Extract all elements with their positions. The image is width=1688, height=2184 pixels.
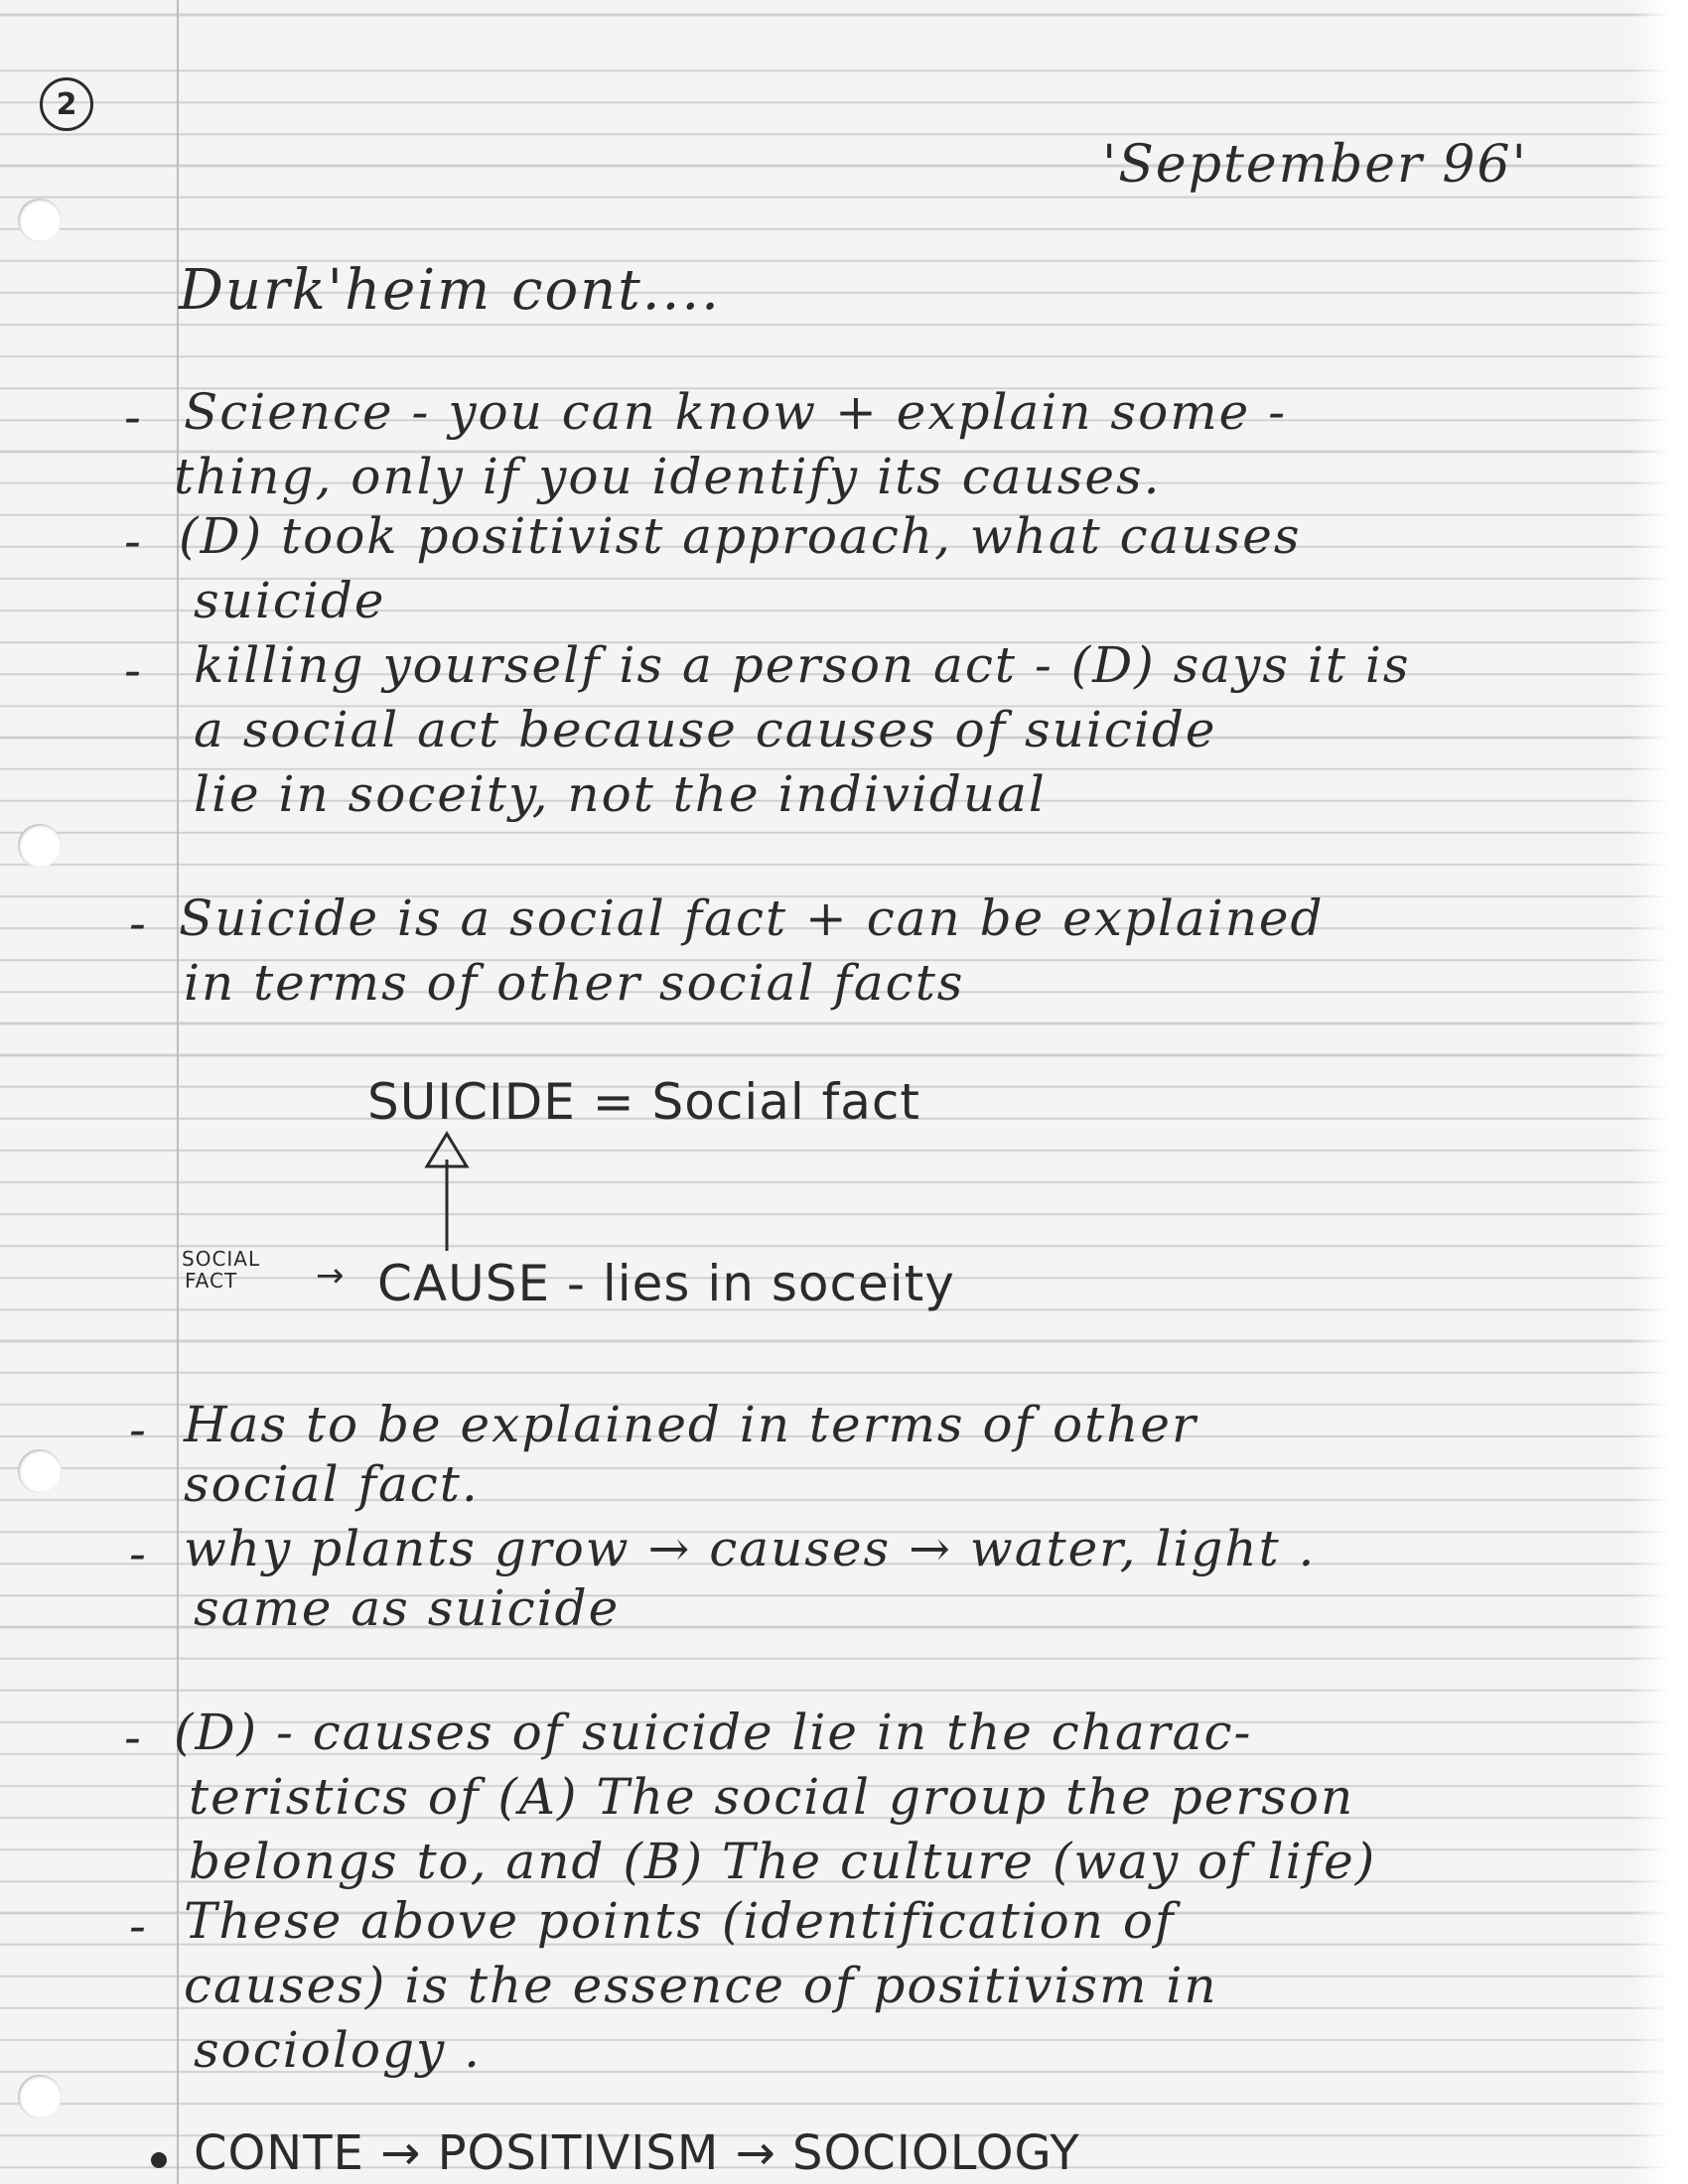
note-line: teristics of (A) The social group the person	[189, 1768, 1355, 1826]
note-line: belongs to, and (B) The culture (way of life)	[189, 1833, 1377, 1890]
diagram-cause: CAUSE - lies in soceity	[377, 1255, 955, 1312]
bullet-icon	[151, 2152, 167, 2168]
note-line: (D) took positivist approach, what causes	[179, 507, 1302, 565]
diagram-top: SUICIDE = Social fact	[367, 1073, 920, 1131]
note-line: killing yourself is a person act - (D) says it is	[194, 636, 1411, 694]
note-line: a social act because causes of suicide	[194, 701, 1217, 758]
dash: -	[124, 512, 143, 570]
note-line: These above points (identification of	[184, 1892, 1176, 1950]
dash: -	[129, 1897, 148, 1955]
note-line: lie in soceity, not the individual	[194, 765, 1047, 823]
dash: -	[129, 1401, 148, 1458]
note-line: Suicide is a social fact + can be explained	[179, 889, 1325, 947]
note-line: suicide	[194, 572, 386, 629]
note-line: causes) is the essence of positivism in	[184, 1957, 1218, 2014]
diagram-arrow: →	[316, 1256, 346, 1296]
dash: -	[129, 894, 148, 952]
diagram-label: FACT	[185, 1269, 238, 1293]
note-line: social fact.	[184, 1455, 480, 1513]
note-line: (D) - causes of suicide lie in the charac-	[174, 1704, 1253, 1761]
note-line: same as suicide	[194, 1579, 621, 1637]
dash: -	[124, 388, 143, 446]
note-line: in terms of other social facts	[184, 954, 965, 1012]
dash: -	[124, 1708, 143, 1766]
dash: -	[124, 641, 143, 699]
note-line: Has to be explained in terms of other	[184, 1396, 1197, 1453]
note-line: why plants grow → causes → water, light .	[184, 1520, 1317, 1577]
note-line: sociology .	[194, 2021, 482, 2079]
date: 'September 96'	[1102, 135, 1528, 195]
note-line: thing, only if you identify its causes.	[174, 448, 1162, 505]
dash: -	[129, 1525, 148, 1582]
page-number: 2	[40, 77, 93, 131]
note-line: Science - you can know + explain some -	[184, 383, 1287, 441]
diagram-label: SOCIAL	[182, 1247, 261, 1271]
heading: Durk'heim cont....	[179, 258, 721, 323]
footer-line: CONTE → POSITIVISM → SOCIOLOGY	[194, 2125, 1080, 2181]
